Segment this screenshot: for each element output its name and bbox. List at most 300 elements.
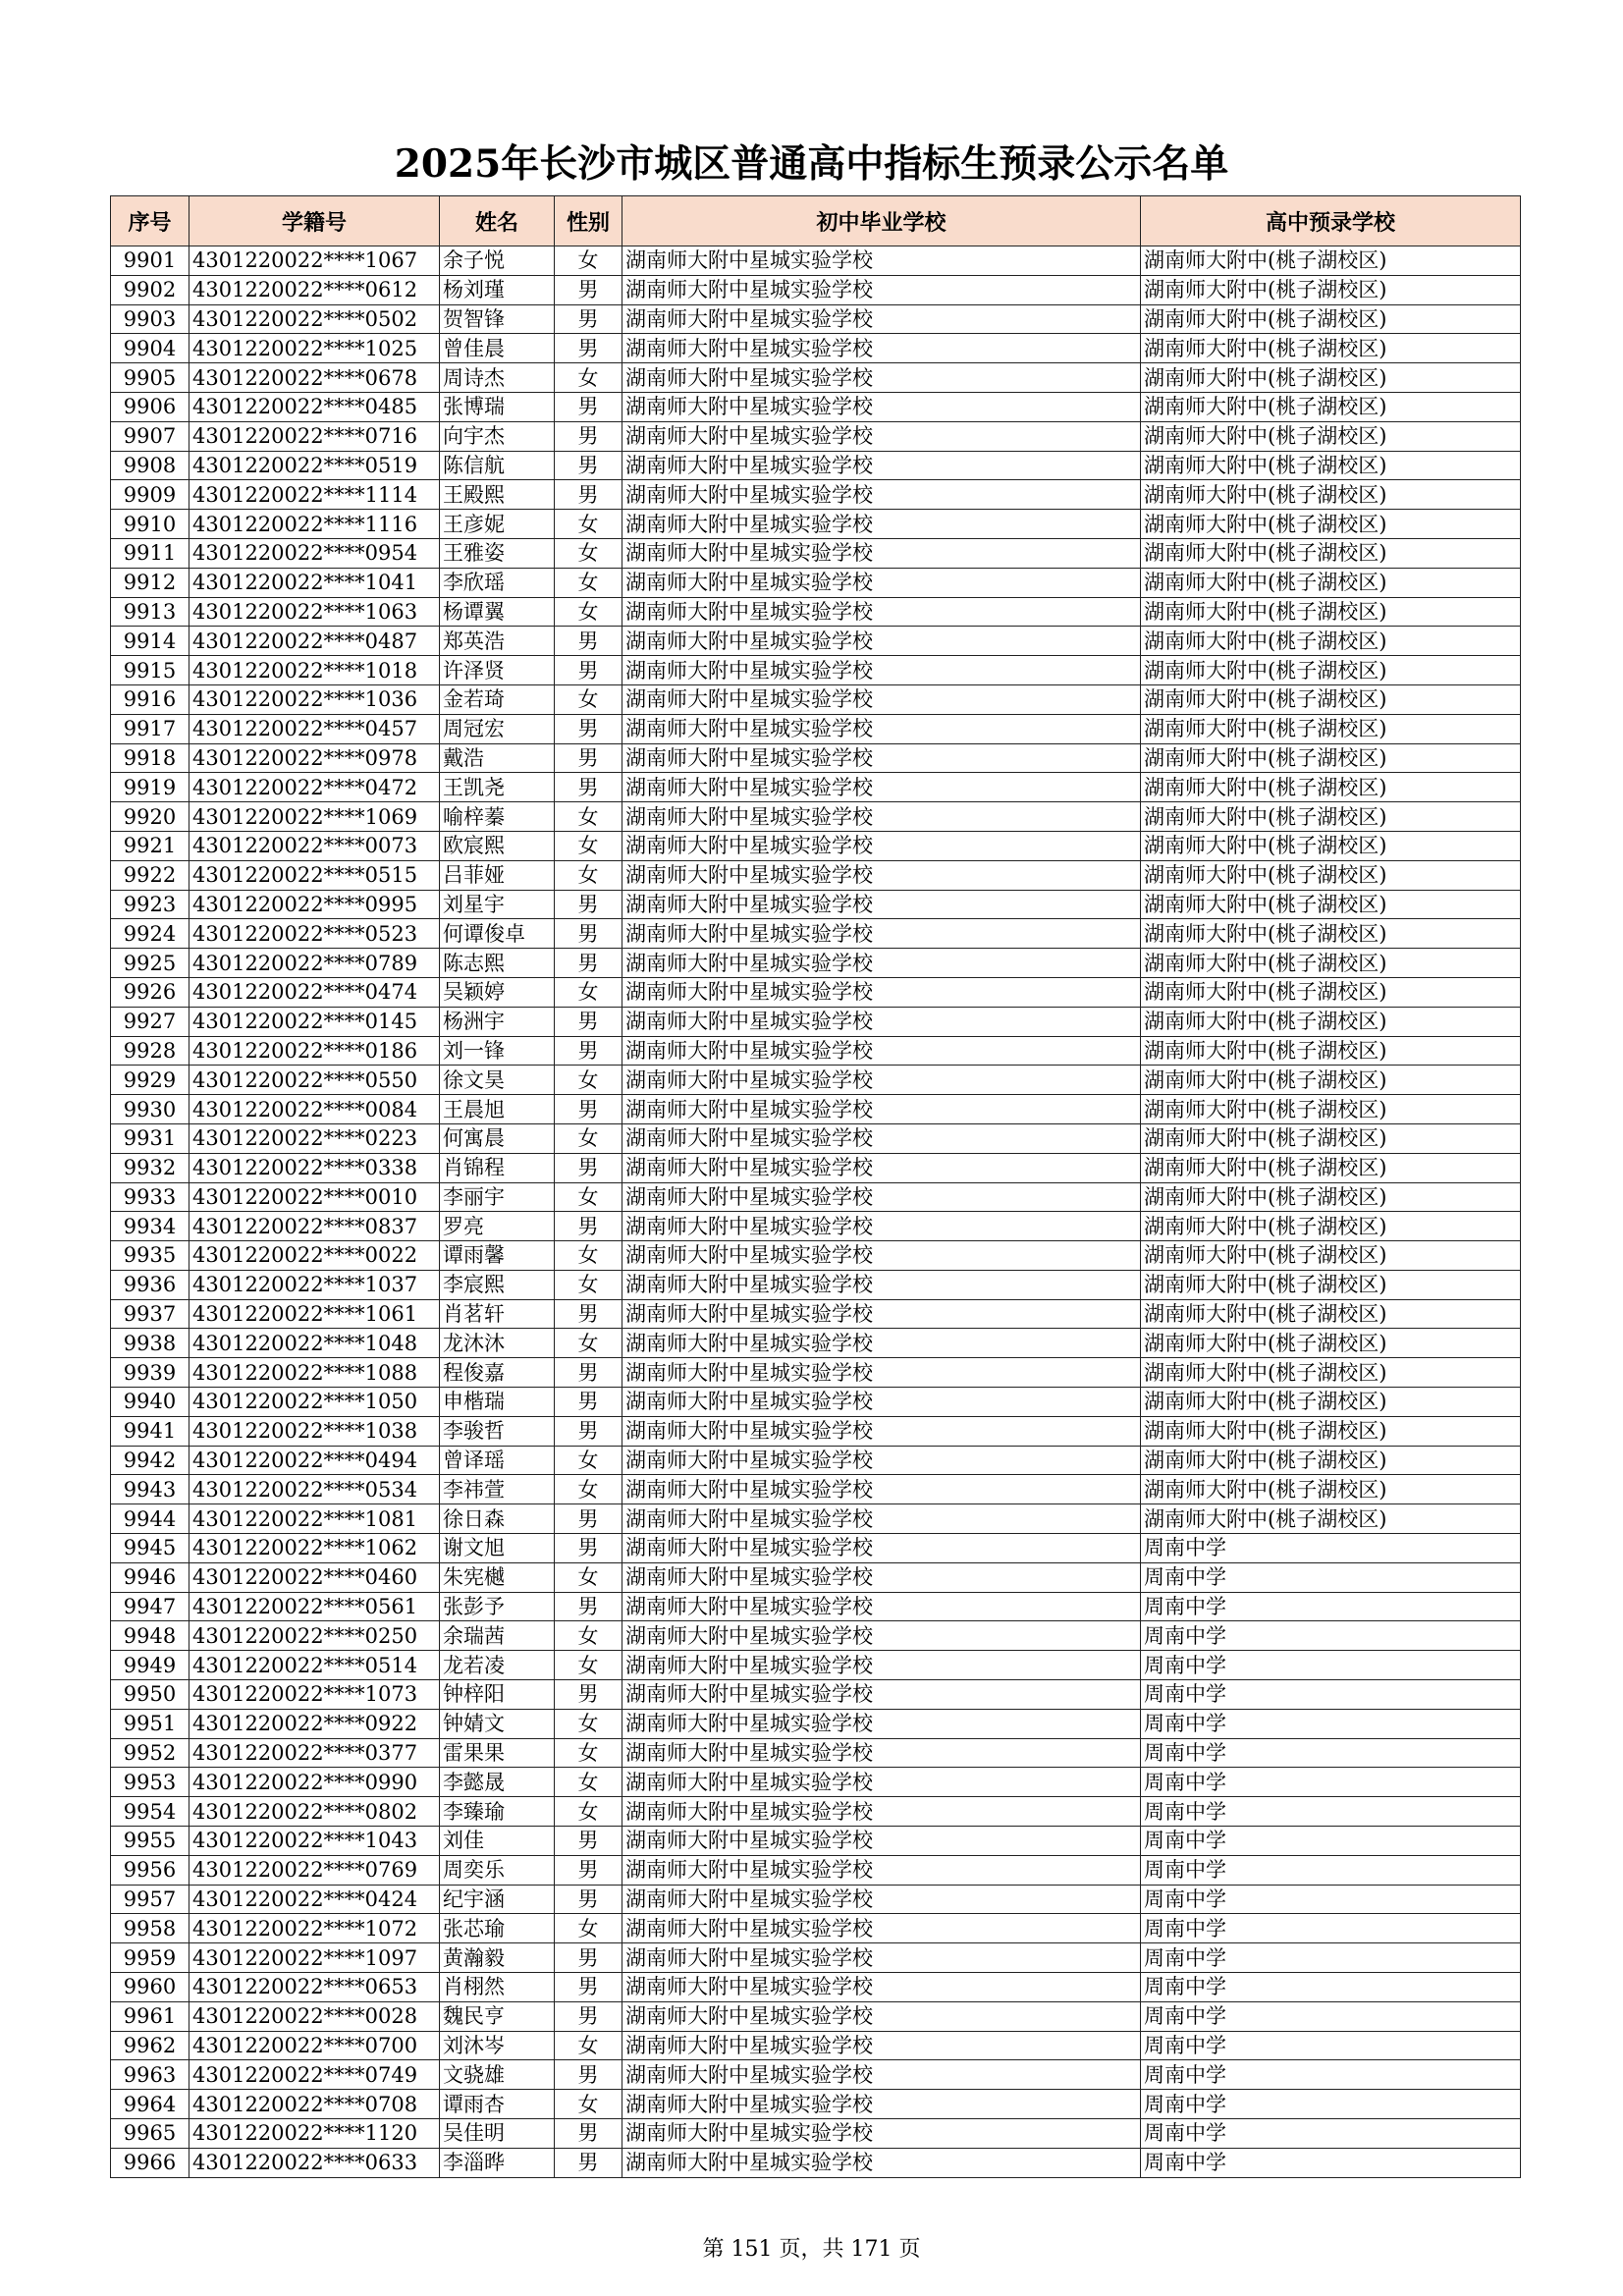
cell-name: 肖锦程 bbox=[440, 1153, 555, 1182]
cell-gender: 男 bbox=[555, 743, 622, 773]
cell-junior-school: 湖南师大附中星城实验学校 bbox=[622, 1943, 1141, 1973]
cell-name: 申楷瑞 bbox=[440, 1388, 555, 1417]
cell-seq: 9962 bbox=[111, 2031, 189, 2060]
cell-senior-school: 湖南师大附中(桃子湖校区) bbox=[1141, 1416, 1521, 1446]
cell-junior-school: 湖南师大附中星城实验学校 bbox=[622, 1475, 1141, 1504]
table-row bbox=[111, 1182, 1521, 1212]
cell-name: 余子悦 bbox=[440, 246, 555, 276]
table-row bbox=[111, 1827, 1521, 1856]
cell-gender: 男 bbox=[555, 392, 622, 421]
cell-seq: 9915 bbox=[111, 656, 189, 685]
cell-senior-school: 周南中学 bbox=[1141, 2060, 1521, 2090]
cell-seq: 9932 bbox=[111, 1153, 189, 1182]
cell-senior-school: 周南中学 bbox=[1141, 2090, 1521, 2119]
cell-junior-school: 湖南师大附中星城实验学校 bbox=[622, 919, 1141, 949]
cell-junior-school: 湖南师大附中星城实验学校 bbox=[622, 1534, 1141, 1563]
cell-senior-school: 湖南师大附中(桃子湖校区) bbox=[1141, 392, 1521, 421]
cell-student-id: 4301220022****1097 bbox=[189, 1943, 440, 1973]
cell-name: 钟婧文 bbox=[440, 1709, 555, 1738]
table-row bbox=[111, 860, 1521, 890]
cell-gender: 女 bbox=[555, 246, 622, 276]
cell-seq: 9905 bbox=[111, 363, 189, 393]
cell-junior-school: 湖南师大附中星城实验学校 bbox=[622, 1329, 1141, 1358]
cell-name: 郑英浩 bbox=[440, 627, 555, 656]
cell-senior-school: 湖南师大附中(桃子湖校区) bbox=[1141, 1358, 1521, 1388]
cell-junior-school: 湖南师大附中星城实验学校 bbox=[622, 1621, 1141, 1651]
cell-student-id: 4301220022****0457 bbox=[189, 714, 440, 743]
roster-table bbox=[110, 195, 1521, 2178]
table-row bbox=[111, 1621, 1521, 1651]
cell-senior-school: 湖南师大附中(桃子湖校区) bbox=[1141, 773, 1521, 802]
table-row bbox=[111, 1709, 1521, 1738]
cell-gender: 男 bbox=[555, 1592, 622, 1621]
cell-student-id: 4301220022****1036 bbox=[189, 684, 440, 714]
cell-gender: 男 bbox=[555, 1885, 622, 1914]
cell-student-id: 4301220022****1081 bbox=[189, 1504, 440, 1534]
cell-senior-school: 周南中学 bbox=[1141, 1797, 1521, 1827]
cell-seq: 9966 bbox=[111, 2148, 189, 2177]
cell-gender: 男 bbox=[555, 1943, 622, 1973]
cell-seq: 9918 bbox=[111, 743, 189, 773]
cell-junior-school: 湖南师大附中星城实验学校 bbox=[622, 1241, 1141, 1271]
cell-gender: 男 bbox=[555, 1534, 622, 1563]
table-row bbox=[111, 1241, 1521, 1271]
cell-seq: 9949 bbox=[111, 1651, 189, 1680]
table-row bbox=[111, 1007, 1521, 1036]
cell-senior-school: 周南中学 bbox=[1141, 1709, 1521, 1738]
cell-seq: 9936 bbox=[111, 1270, 189, 1299]
cell-student-id: 4301220022****1037 bbox=[189, 1270, 440, 1299]
cell-seq: 9911 bbox=[111, 538, 189, 568]
cell-name: 王雅姿 bbox=[440, 538, 555, 568]
table-row bbox=[111, 246, 1521, 276]
cell-junior-school: 湖南师大附中星城实验学校 bbox=[622, 1153, 1141, 1182]
cell-gender: 女 bbox=[555, 684, 622, 714]
cell-seq: 9920 bbox=[111, 802, 189, 832]
cell-student-id: 4301220022****0534 bbox=[189, 1475, 440, 1504]
cell-student-id: 4301220022****0978 bbox=[189, 743, 440, 773]
cell-seq: 9903 bbox=[111, 304, 189, 334]
cell-student-id: 4301220022****0789 bbox=[189, 949, 440, 978]
cell-seq: 9901 bbox=[111, 246, 189, 276]
table-row bbox=[111, 1855, 1521, 1885]
table-row bbox=[111, 802, 1521, 832]
cell-gender: 男 bbox=[555, 949, 622, 978]
cell-name: 魏民亨 bbox=[440, 2001, 555, 2031]
cell-name: 刘沐岑 bbox=[440, 2031, 555, 2060]
cell-seq: 9961 bbox=[111, 2001, 189, 2031]
table-row bbox=[111, 1680, 1521, 1710]
cell-seq: 9951 bbox=[111, 1709, 189, 1738]
cell-senior-school: 湖南师大附中(桃子湖校区) bbox=[1141, 860, 1521, 890]
cell-gender: 女 bbox=[555, 1621, 622, 1651]
cell-gender: 男 bbox=[555, 1855, 622, 1885]
cell-gender: 男 bbox=[555, 304, 622, 334]
table-row bbox=[111, 510, 1521, 539]
table-row bbox=[111, 2031, 1521, 2060]
cell-student-id: 4301220022****0708 bbox=[189, 2090, 440, 2119]
cell-seq: 9910 bbox=[111, 510, 189, 539]
cell-senior-school: 周南中学 bbox=[1141, 1914, 1521, 1943]
cell-gender: 女 bbox=[555, 2031, 622, 2060]
header-gender: 性别 bbox=[555, 196, 622, 246]
cell-name: 周奕乐 bbox=[440, 1855, 555, 1885]
cell-name: 肖栩然 bbox=[440, 1973, 555, 2002]
cell-seq: 9931 bbox=[111, 1123, 189, 1153]
cell-name: 曾佳晨 bbox=[440, 334, 555, 363]
cell-seq: 9906 bbox=[111, 392, 189, 421]
cell-student-id: 4301220022****0474 bbox=[189, 977, 440, 1007]
table-row bbox=[111, 743, 1521, 773]
cell-junior-school: 湖南师大附中星城实验学校 bbox=[622, 597, 1141, 627]
cell-student-id: 4301220022****1038 bbox=[189, 1416, 440, 1446]
cell-seq: 9914 bbox=[111, 627, 189, 656]
cell-seq: 9916 bbox=[111, 684, 189, 714]
cell-senior-school: 湖南师大附中(桃子湖校区) bbox=[1141, 304, 1521, 334]
cell-seq: 9957 bbox=[111, 1885, 189, 1914]
cell-junior-school: 湖南师大附中星城实验学校 bbox=[622, 1446, 1141, 1475]
table-row bbox=[111, 1153, 1521, 1182]
cell-name: 刘星宇 bbox=[440, 890, 555, 919]
cell-name: 程俊嘉 bbox=[440, 1358, 555, 1388]
cell-seq: 9928 bbox=[111, 1036, 189, 1066]
cell-junior-school: 湖南师大附中星城实验学校 bbox=[622, 480, 1141, 510]
cell-student-id: 4301220022****0802 bbox=[189, 1797, 440, 1827]
cell-gender: 男 bbox=[555, 714, 622, 743]
cell-name: 王晨旭 bbox=[440, 1095, 555, 1124]
table-row bbox=[111, 1329, 1521, 1358]
cell-gender: 女 bbox=[555, 1270, 622, 1299]
table-row bbox=[111, 890, 1521, 919]
cell-senior-school: 周南中学 bbox=[1141, 2001, 1521, 2031]
cell-student-id: 4301220022****0487 bbox=[189, 627, 440, 656]
table-row bbox=[111, 2090, 1521, 2119]
cell-name: 李欣瑶 bbox=[440, 568, 555, 597]
cell-student-id: 4301220022****1073 bbox=[189, 1680, 440, 1710]
cell-senior-school: 湖南师大附中(桃子湖校区) bbox=[1141, 334, 1521, 363]
cell-name: 何寓晨 bbox=[440, 1123, 555, 1153]
cell-senior-school: 湖南师大附中(桃子湖校区) bbox=[1141, 743, 1521, 773]
cell-seq: 9917 bbox=[111, 714, 189, 743]
cell-senior-school: 湖南师大附中(桃子湖校区) bbox=[1141, 656, 1521, 685]
table-row bbox=[111, 1036, 1521, 1066]
cell-name: 许泽贤 bbox=[440, 656, 555, 685]
cell-name: 喻梓蓁 bbox=[440, 802, 555, 832]
cell-seq: 9959 bbox=[111, 1943, 189, 1973]
cell-senior-school: 湖南师大附中(桃子湖校区) bbox=[1141, 480, 1521, 510]
table-row bbox=[111, 1446, 1521, 1475]
cell-seq: 9908 bbox=[111, 451, 189, 480]
cell-seq: 9954 bbox=[111, 1797, 189, 1827]
table-row bbox=[111, 1388, 1521, 1417]
cell-junior-school: 湖南师大附中星城实验学校 bbox=[622, 802, 1141, 832]
cell-senior-school: 周南中学 bbox=[1141, 1592, 1521, 1621]
cell-student-id: 4301220022****1114 bbox=[189, 480, 440, 510]
cell-senior-school: 周南中学 bbox=[1141, 1768, 1521, 1797]
cell-seq: 9956 bbox=[111, 1855, 189, 1885]
cell-junior-school: 湖南师大附中星城实验学校 bbox=[622, 304, 1141, 334]
cell-junior-school: 湖南师大附中星城实验学校 bbox=[622, 949, 1141, 978]
cell-gender: 女 bbox=[555, 1446, 622, 1475]
cell-name: 欧宸熙 bbox=[440, 831, 555, 860]
cell-student-id: 4301220022****0523 bbox=[189, 919, 440, 949]
cell-junior-school: 湖南师大附中星城实验学校 bbox=[622, 1358, 1141, 1388]
cell-gender: 男 bbox=[555, 2001, 622, 2031]
cell-junior-school: 湖南师大附中星城实验学校 bbox=[622, 1212, 1141, 1241]
cell-name: 王彦妮 bbox=[440, 510, 555, 539]
cell-gender: 女 bbox=[555, 1475, 622, 1504]
cell-gender: 女 bbox=[555, 568, 622, 597]
table-row bbox=[111, 1123, 1521, 1153]
cell-senior-school: 湖南师大附中(桃子湖校区) bbox=[1141, 363, 1521, 393]
cell-name: 张彭予 bbox=[440, 1592, 555, 1621]
cell-student-id: 4301220022****0377 bbox=[189, 1738, 440, 1768]
table-row bbox=[111, 684, 1521, 714]
cell-senior-school: 湖南师大附中(桃子湖校区) bbox=[1141, 1007, 1521, 1036]
cell-gender: 女 bbox=[555, 363, 622, 393]
cell-seq: 9947 bbox=[111, 1592, 189, 1621]
cell-junior-school: 湖南师大附中星城实验学校 bbox=[622, 568, 1141, 597]
table-row bbox=[111, 831, 1521, 860]
cell-junior-school: 湖南师大附中星城实验学校 bbox=[622, 363, 1141, 393]
cell-student-id: 4301220022****1067 bbox=[189, 246, 440, 276]
cell-junior-school: 湖南师大附中星城实验学校 bbox=[622, 2090, 1141, 2119]
cell-seq: 9934 bbox=[111, 1212, 189, 1241]
cell-seq: 9935 bbox=[111, 1241, 189, 1271]
cell-name: 谢文旭 bbox=[440, 1534, 555, 1563]
cell-gender: 女 bbox=[555, 977, 622, 1007]
cell-junior-school: 湖南师大附中星城实验学校 bbox=[622, 1709, 1141, 1738]
cell-junior-school: 湖南师大附中星城实验学校 bbox=[622, 1270, 1141, 1299]
cell-junior-school: 湖南师大附中星城实验学校 bbox=[622, 2060, 1141, 2090]
cell-senior-school: 湖南师大附中(桃子湖校区) bbox=[1141, 1446, 1521, 1475]
cell-student-id: 4301220022****0653 bbox=[189, 1973, 440, 2002]
cell-junior-school: 湖南师大附中星城实验学校 bbox=[622, 714, 1141, 743]
cell-senior-school: 湖南师大附中(桃子湖校区) bbox=[1141, 1182, 1521, 1212]
cell-junior-school: 湖南师大附中星城实验学校 bbox=[622, 1007, 1141, 1036]
cell-junior-school: 湖南师大附中星城实验学校 bbox=[622, 627, 1141, 656]
cell-name: 曾译瑶 bbox=[440, 1446, 555, 1475]
cell-student-id: 4301220022****0472 bbox=[189, 773, 440, 802]
cell-name: 雷果果 bbox=[440, 1738, 555, 1768]
cell-student-id: 4301220022****0250 bbox=[189, 1621, 440, 1651]
table-row bbox=[111, 2060, 1521, 2090]
cell-junior-school: 湖南师大附中星城实验学校 bbox=[622, 743, 1141, 773]
cell-junior-school: 湖南师大附中星城实验学校 bbox=[622, 1855, 1141, 1885]
header-student-id: 学籍号 bbox=[189, 196, 440, 246]
cell-student-id: 4301220022****0749 bbox=[189, 2060, 440, 2090]
cell-seq: 9933 bbox=[111, 1182, 189, 1212]
cell-student-id: 4301220022****0073 bbox=[189, 831, 440, 860]
cell-gender: 男 bbox=[555, 1212, 622, 1241]
cell-name: 李淄晔 bbox=[440, 2148, 555, 2177]
cell-gender: 男 bbox=[555, 1388, 622, 1417]
cell-gender: 男 bbox=[555, 1153, 622, 1182]
cell-junior-school: 湖南师大附中星城实验学校 bbox=[622, 1388, 1141, 1417]
cell-seq: 9939 bbox=[111, 1358, 189, 1388]
cell-name: 王凯尧 bbox=[440, 773, 555, 802]
cell-student-id: 4301220022****0145 bbox=[189, 1007, 440, 1036]
cell-senior-school: 周南中学 bbox=[1141, 1680, 1521, 1710]
cell-student-id: 4301220022****1048 bbox=[189, 1329, 440, 1358]
cell-senior-school: 湖南师大附中(桃子湖校区) bbox=[1141, 1475, 1521, 1504]
cell-name: 李懿晟 bbox=[440, 1768, 555, 1797]
cell-seq: 9938 bbox=[111, 1329, 189, 1358]
cell-name: 龙沐沐 bbox=[440, 1329, 555, 1358]
cell-gender: 女 bbox=[555, 2090, 622, 2119]
cell-senior-school: 湖南师大附中(桃子湖校区) bbox=[1141, 1212, 1521, 1241]
cell-gender: 男 bbox=[555, 890, 622, 919]
cell-name: 陈信航 bbox=[440, 451, 555, 480]
cell-gender: 女 bbox=[555, 1709, 622, 1738]
cell-student-id: 4301220022****0837 bbox=[189, 1212, 440, 1241]
cell-senior-school: 周南中学 bbox=[1141, 1738, 1521, 1768]
cell-name: 龙若凌 bbox=[440, 1651, 555, 1680]
cell-gender: 男 bbox=[555, 2060, 622, 2090]
cell-gender: 男 bbox=[555, 773, 622, 802]
table-body bbox=[111, 246, 1521, 2178]
cell-name: 贺智锋 bbox=[440, 304, 555, 334]
table-row bbox=[111, 451, 1521, 480]
cell-junior-school: 湖南师大附中星城实验学校 bbox=[622, 538, 1141, 568]
cell-junior-school: 湖南师大附中星城实验学校 bbox=[622, 1651, 1141, 1680]
cell-seq: 9924 bbox=[111, 919, 189, 949]
cell-junior-school: 湖南师大附中星城实验学校 bbox=[622, 1416, 1141, 1446]
cell-seq: 9926 bbox=[111, 977, 189, 1007]
table-row bbox=[111, 480, 1521, 510]
cell-seq: 9921 bbox=[111, 831, 189, 860]
cell-senior-school: 湖南师大附中(桃子湖校区) bbox=[1141, 714, 1521, 743]
table-row bbox=[111, 1358, 1521, 1388]
cell-senior-school: 湖南师大附中(桃子湖校区) bbox=[1141, 1504, 1521, 1534]
cell-student-id: 4301220022****1116 bbox=[189, 510, 440, 539]
cell-junior-school: 湖南师大附中星城实验学校 bbox=[622, 1827, 1141, 1856]
cell-student-id: 4301220022****1041 bbox=[189, 568, 440, 597]
cell-gender: 男 bbox=[555, 1036, 622, 1066]
cell-student-id: 4301220022****0716 bbox=[189, 421, 440, 451]
cell-gender: 男 bbox=[555, 1299, 622, 1329]
table-row bbox=[111, 1562, 1521, 1592]
cell-junior-school: 湖南师大附中星城实验学校 bbox=[622, 1182, 1141, 1212]
cell-gender: 女 bbox=[555, 1651, 622, 1680]
cell-junior-school: 湖南师大附中星城实验学校 bbox=[622, 334, 1141, 363]
cell-student-id: 4301220022****1069 bbox=[189, 802, 440, 832]
cell-student-id: 4301220022****0084 bbox=[189, 1095, 440, 1124]
cell-student-id: 4301220022****0338 bbox=[189, 1153, 440, 1182]
cell-student-id: 4301220022****1063 bbox=[189, 597, 440, 627]
cell-senior-school: 湖南师大附中(桃子湖校区) bbox=[1141, 1388, 1521, 1417]
cell-name: 陈志熙 bbox=[440, 949, 555, 978]
cell-gender: 男 bbox=[555, 1680, 622, 1710]
table-row bbox=[111, 1270, 1521, 1299]
table-row bbox=[111, 627, 1521, 656]
cell-junior-school: 湖南师大附中星城实验学校 bbox=[622, 773, 1141, 802]
table-row bbox=[111, 538, 1521, 568]
table-row bbox=[111, 1768, 1521, 1797]
cell-seq: 9922 bbox=[111, 860, 189, 890]
table-row bbox=[111, 2148, 1521, 2177]
table-row bbox=[111, 275, 1521, 304]
cell-senior-school: 湖南师大附中(桃子湖校区) bbox=[1141, 1036, 1521, 1066]
cell-student-id: 4301220022****0223 bbox=[189, 1123, 440, 1153]
cell-name: 罗亮 bbox=[440, 1212, 555, 1241]
cell-junior-school: 湖南师大附中星城实验学校 bbox=[622, 656, 1141, 685]
cell-seq: 9955 bbox=[111, 1827, 189, 1856]
cell-gender: 男 bbox=[555, 656, 622, 685]
cell-gender: 女 bbox=[555, 1768, 622, 1797]
table-row bbox=[111, 773, 1521, 802]
table-row bbox=[111, 1914, 1521, 1943]
table-row bbox=[111, 1592, 1521, 1621]
cell-senior-school: 湖南师大附中(桃子湖校区) bbox=[1141, 451, 1521, 480]
cell-student-id: 4301220022****0502 bbox=[189, 304, 440, 334]
cell-seq: 9902 bbox=[111, 275, 189, 304]
cell-student-id: 4301220022****0550 bbox=[189, 1066, 440, 1095]
cell-senior-school: 湖南师大附中(桃子湖校区) bbox=[1141, 421, 1521, 451]
cell-junior-school: 湖南师大附中星城实验学校 bbox=[622, 1885, 1141, 1914]
table-row bbox=[111, 1797, 1521, 1827]
cell-senior-school: 周南中学 bbox=[1141, 1651, 1521, 1680]
cell-junior-school: 湖南师大附中星城实验学校 bbox=[622, 1123, 1141, 1153]
cell-name: 张博瑞 bbox=[440, 392, 555, 421]
cell-name: 李祎萱 bbox=[440, 1475, 555, 1504]
cell-gender: 女 bbox=[555, 1066, 622, 1095]
cell-senior-school: 湖南师大附中(桃子湖校区) bbox=[1141, 949, 1521, 978]
cell-student-id: 4301220022****0022 bbox=[189, 1241, 440, 1271]
cell-senior-school: 湖南师大附中(桃子湖校区) bbox=[1141, 275, 1521, 304]
cell-senior-school: 湖南师大附中(桃子湖校区) bbox=[1141, 538, 1521, 568]
cell-senior-school: 湖南师大附中(桃子湖校区) bbox=[1141, 1241, 1521, 1271]
cell-senior-school: 湖南师大附中(桃子湖校区) bbox=[1141, 1299, 1521, 1329]
cell-student-id: 4301220022****0995 bbox=[189, 890, 440, 919]
header-junior-school: 初中毕业学校 bbox=[622, 196, 1141, 246]
cell-student-id: 4301220022****0010 bbox=[189, 1182, 440, 1212]
cell-gender: 女 bbox=[555, 538, 622, 568]
table-row bbox=[111, 1212, 1521, 1241]
cell-seq: 9927 bbox=[111, 1007, 189, 1036]
cell-gender: 女 bbox=[555, 1562, 622, 1592]
cell-senior-school: 湖南师大附中(桃子湖校区) bbox=[1141, 684, 1521, 714]
cell-senior-school: 湖南师大附中(桃子湖校区) bbox=[1141, 890, 1521, 919]
cell-name: 钟梓阳 bbox=[440, 1680, 555, 1710]
cell-senior-school: 周南中学 bbox=[1141, 1943, 1521, 1973]
cell-name: 周诗杰 bbox=[440, 363, 555, 393]
cell-name: 刘一锋 bbox=[440, 1036, 555, 1066]
table-row bbox=[111, 568, 1521, 597]
cell-gender: 男 bbox=[555, 480, 622, 510]
header-name: 姓名 bbox=[440, 196, 555, 246]
cell-name: 张芯瑜 bbox=[440, 1914, 555, 1943]
cell-junior-school: 湖南师大附中星城实验学校 bbox=[622, 510, 1141, 539]
cell-seq: 9965 bbox=[111, 2119, 189, 2149]
cell-name: 金若琦 bbox=[440, 684, 555, 714]
table-row bbox=[111, 656, 1521, 685]
cell-name: 谭雨杏 bbox=[440, 2090, 555, 2119]
cell-seq: 9940 bbox=[111, 1388, 189, 1417]
cell-senior-school: 周南中学 bbox=[1141, 1562, 1521, 1592]
cell-student-id: 4301220022****0990 bbox=[189, 1768, 440, 1797]
cell-gender: 女 bbox=[555, 1738, 622, 1768]
cell-gender: 男 bbox=[555, 1416, 622, 1446]
table-row bbox=[111, 1504, 1521, 1534]
cell-student-id: 4301220022****1072 bbox=[189, 1914, 440, 1943]
cell-seq: 9964 bbox=[111, 2090, 189, 2119]
cell-junior-school: 湖南师大附中星城实验学校 bbox=[622, 275, 1141, 304]
cell-name: 朱宪樾 bbox=[440, 1562, 555, 1592]
cell-gender: 男 bbox=[555, 1358, 622, 1388]
cell-name: 肖茗轩 bbox=[440, 1299, 555, 1329]
table-row bbox=[111, 919, 1521, 949]
